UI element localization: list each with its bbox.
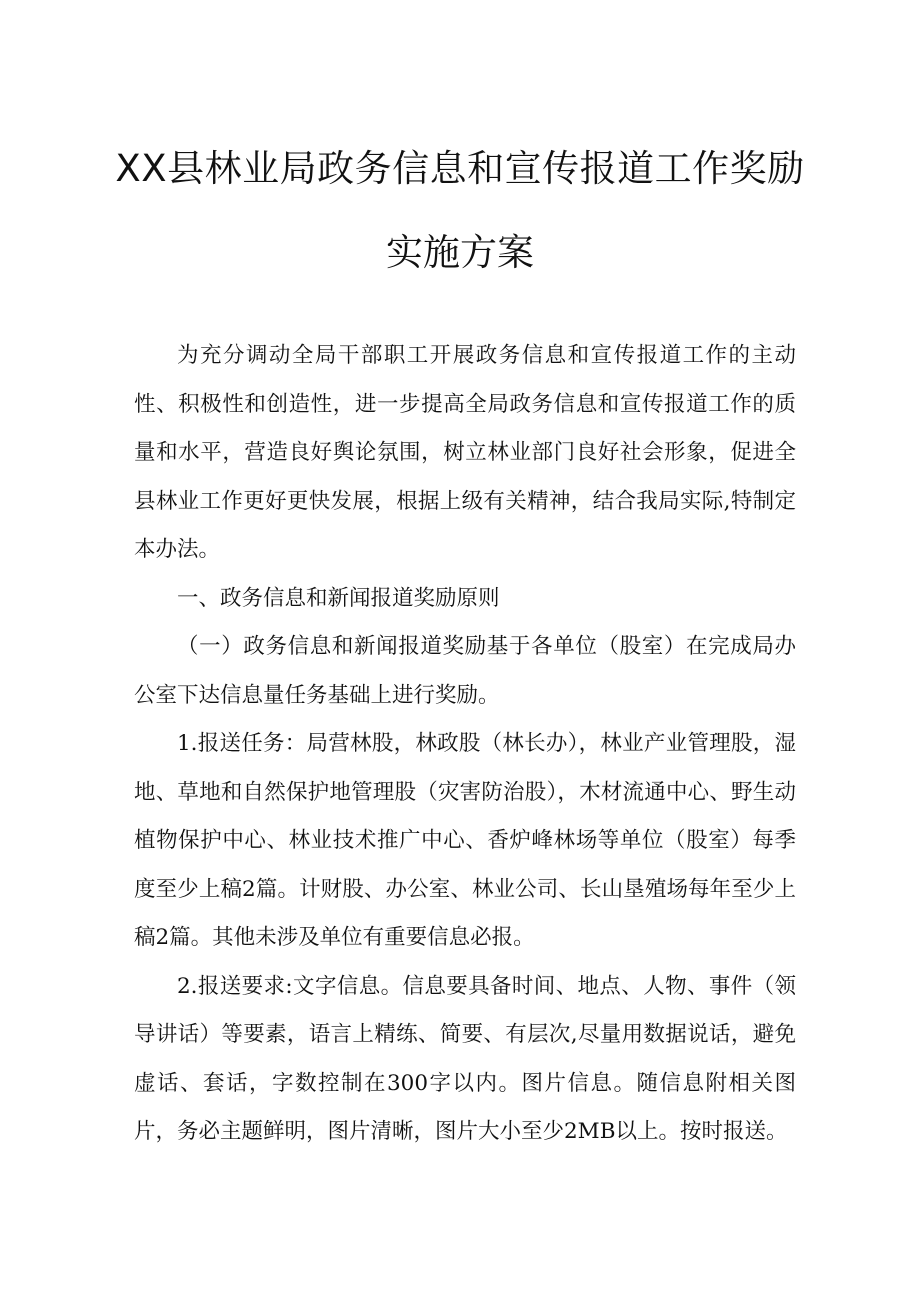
item-paragraph-1: 1.报送任务：局营林股，林政股（林长办），林业产业管理股，湿地、草地和自然保护地管理股（灾害防治股），木材流通中心、野生动植物保护中心、林业技术推广中心、香炉峰林场等单位（股室）每季度至少上稿2篇。计财股、办公室、林业公司、长山垦殖场每年至少上稿2篇。其他未涉及单位有重要信息必报。	[134, 731, 796, 950]
document-title-line-2: 实施方案	[386, 231, 534, 274]
item-paragraph-2: 2.报送要求:文字信息。信息要具备时间、地点、人物、事件（领导讲话）等要素，语言上精练、简要、有层次,尽量用数据说话，避免虚话、套话，字数控制在300字以内。图片信息。随信息附相关图片，务必主题鲜明，图片清晰，图片大小至少2MB以上。按时报送。	[134, 973, 796, 1144]
subsection-paragraph-1: （一）政务信息和新闻报道奖励基于各单位（股室）在完成局办公室下达信息量任务基础上进行奖励。	[134, 634, 796, 708]
intro-paragraph: 为充分调动全局干部职工开展政务信息和宣传报道工作的主动性、积极性和创造性，进一步提高全局政务信息和宣传报道工作的质量和水平，营造良好舆论氛围，树立林业部门良好社会形象，促进全县林业工作更好更快发展，根据上级有关精神，结合我局实际,特制定本办法。	[134, 343, 796, 562]
document-body	[134, 332, 796, 1157]
section-heading-1: 一、政务信息和新闻报道奖励原则	[177, 585, 500, 611]
document-title-line-1: XX县林业局政务信息和宣传报道工作奖励	[115, 147, 805, 190]
